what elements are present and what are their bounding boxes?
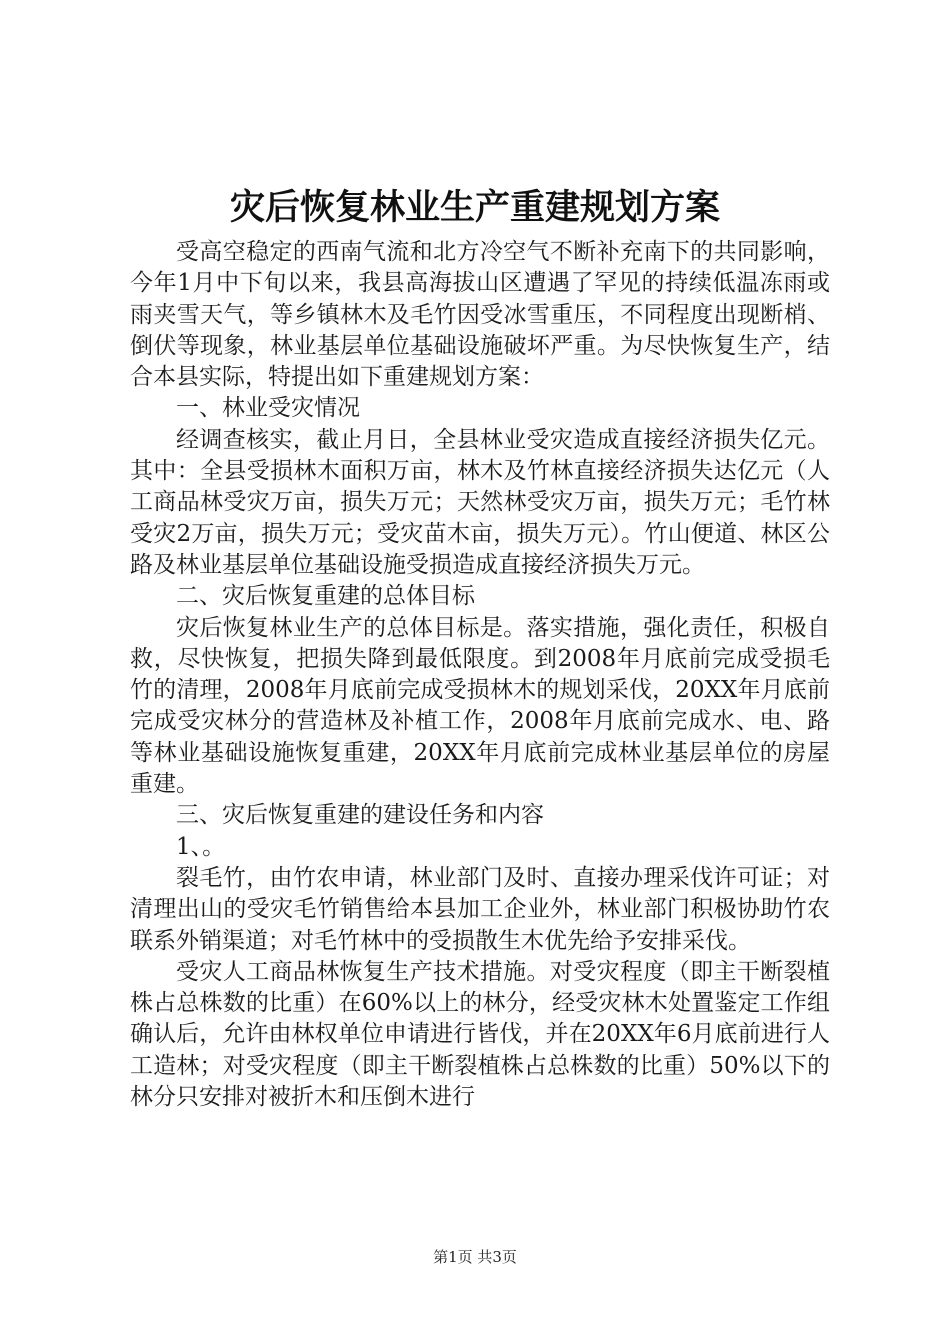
paragraph-damage: 经调查核实，截止月日，全县林业受灾造成直接经济损失亿元。其中：全县受损林木面积万亩，林木及竹林直接经济损失达亿元（人工商品林受灾万亩，损失万元；天然林受灾万亩，损失万元；毛竹林受灾2万亩，损失万元；受灾苗木亩，损失万元）。竹山便道、林区公路及林业基层单位基础设施受损造成直接经济损失万元。 (130, 426, 830, 578)
document-title: 灾后恢复林业生产重建规划方案 (229, 187, 720, 228)
paragraph-intro: 受高空稳定的西南气流和北方冷空气不断补充南下的共同影响，今年1月中下旬以来，我县高海拔山区遭遇了罕见的持续低温冻雨或雨夹雪天气，等乡镇林木及毛竹因受冰雪重压，不同程度出现断梢、倒伏等现象，林业基层单位基础设施破坏严重。为尽快恢复生产，结合本县实际，特提出如下重建规划方案： (130, 239, 830, 391)
paragraph-goals: 灾后恢复林业生产的总体目标是。落实措施，强化责任，积极自救，尽快恢复，把损失降到最低限度。到2008年月底前完成受损毛竹的清理，2008年月底前完成受损林木的规划采伐，20XX年月底前完成受灾林分的营造林及补植工作，2008年月底前完成水、电、路等林业基础设施恢复重建，20XX年月底前完成林业基层单位的房屋重建。 (130, 614, 830, 798)
section-heading-2: 二、灾后恢复重建的总体目标 (176, 583, 475, 610)
page-footer: 第1页 共3页 (433, 1248, 517, 1266)
section-heading-3: 三、灾后恢复重建的建设任务和内容 (176, 802, 544, 829)
paragraph-forest-measures: 受灾人工商品林恢复生产技术措施。对受灾程度（即主干断裂植株占总株数的比重）在60%以上的林分，经受灾林木处置鉴定工作组确认后，允许由林权单位申请进行皆伐，并在20XX年6月底前进行人工造林；对受灾程度（即主干断裂植株占总株数的比重）50%以下的林分只安排对被折木和压倒木进行 (130, 958, 830, 1111)
paragraph-bamboo: 裂毛竹，由竹农申请，林业部门及时、直接办理采伐许可证；对清理出山的受灾毛竹销售给本县加工企业外，林业部门积极协助竹农联系外销渠道；对毛竹林中的受损散生木优先给予安排采伐。 (130, 864, 830, 954)
section-heading-1: 一、林业受灾情况 (176, 395, 360, 422)
document-body (130, 237, 830, 1113)
list-item-1: 1、。 (176, 833, 226, 860)
